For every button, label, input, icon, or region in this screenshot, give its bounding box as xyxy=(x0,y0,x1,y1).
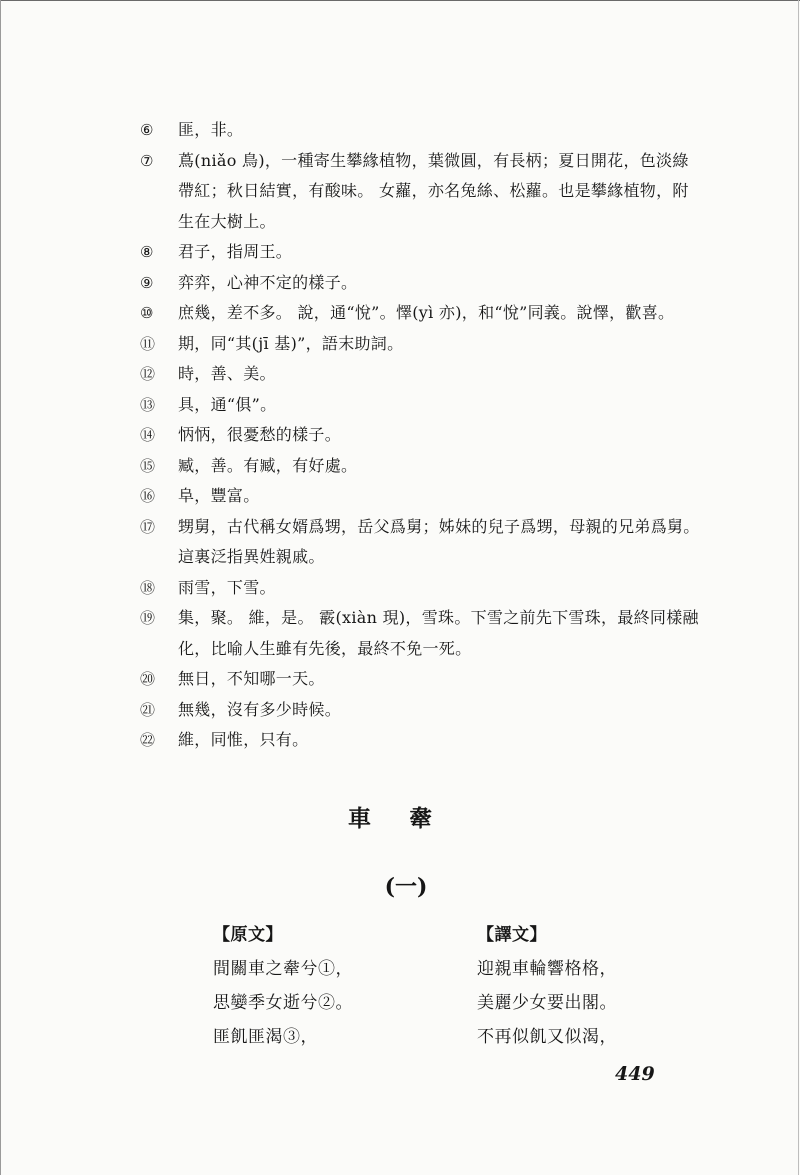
footnote-item xyxy=(140,451,700,482)
footnote-number: ⑱ xyxy=(140,578,156,597)
translation-column xyxy=(477,918,617,1054)
footnote-number: ⑳ xyxy=(140,670,156,688)
footnote-item xyxy=(140,573,700,604)
footnote-item xyxy=(140,115,700,146)
footnote-text: 臧，善。有臧，有好處。 xyxy=(178,455,358,475)
footnotes-list xyxy=(140,115,700,756)
footnote-number: ⑨ xyxy=(140,273,154,292)
footnote-item xyxy=(140,695,700,726)
footnote-text: 時，善、美。 xyxy=(178,364,276,383)
footnote-item xyxy=(140,420,700,451)
footnote-number: ⑧ xyxy=(140,243,154,261)
footnote-number: ⑦ xyxy=(140,151,154,170)
original-line: 匪飢匪渴③， xyxy=(213,1027,318,1047)
translation-line: 迎親車輪響格格， xyxy=(477,959,617,979)
footnote-text: 匪，非。 xyxy=(178,120,244,139)
footnote-item xyxy=(140,664,700,695)
page-top-border xyxy=(0,0,800,1)
footnote-text: 集，聚。 維，是。 霰(xiàn 現)，雪珠。下雪之前先下雪珠，最終同樣融化，比喻人生雖有先後，最終不免一死。 xyxy=(178,608,699,658)
page-right-border xyxy=(798,0,799,1175)
footnote-item xyxy=(140,298,700,329)
footnote-number: ⑥ xyxy=(140,121,154,139)
footnote-text: 蔦(niǎo 鳥)，一種寄生攀緣植物，葉微圓，有長柄；夏日開花，色淡綠帶紅；秋日結實，有酸味。 女蘿，亦名兔絲、松蘿。也是攀緣植物，附生在大樹上。 xyxy=(178,150,689,231)
translation-line: 不再似飢又似渴， xyxy=(477,1027,617,1047)
footnote-number: ⑭ xyxy=(140,426,156,444)
footnote-text: 維，同惟，只有。 xyxy=(178,730,309,749)
translation-line: 美麗少女要出閣。 xyxy=(477,993,617,1013)
footnote-text: 雨雪，下雪。 xyxy=(178,577,276,597)
footnote-number: ⑲ xyxy=(140,609,156,627)
footnote-item xyxy=(140,329,700,360)
footnote-item xyxy=(140,359,700,390)
page-left-border xyxy=(0,0,1,1175)
footnote-item xyxy=(140,237,700,268)
footnote-text: 君子，指周王。 xyxy=(178,242,293,261)
footnote-number: ⑮ xyxy=(140,456,156,475)
footnote-number: ㉒ xyxy=(140,731,156,749)
footnote-number: ⑪ xyxy=(140,334,156,353)
footnote-number: ⑫ xyxy=(140,365,156,383)
footnote-item xyxy=(140,603,700,664)
footnote-text: 無幾，沒有多少時候。 xyxy=(178,699,342,719)
original-line: 間關車之舝兮①， xyxy=(213,959,353,979)
footnote-number: ⑩ xyxy=(140,304,154,322)
footnote-text: 庶幾，差不多。 說，通“悅”。懌(yì 亦)，和“悅”同義。說懌，歡喜。 xyxy=(178,303,675,322)
footnote-text: 期，同“其(jī 基)”，語末助詞。 xyxy=(178,333,404,353)
footnote-text: 怲怲，很憂愁的樣子。 xyxy=(178,425,342,444)
original-heading: 【原文】 xyxy=(213,925,283,945)
footnote-text: 具，通“俱”。 xyxy=(178,394,277,414)
footnote-text: 阜，豐富。 xyxy=(178,486,260,505)
footnote-item xyxy=(140,725,700,756)
footnote-item xyxy=(140,390,700,421)
footnote-item xyxy=(140,268,700,299)
footnote-number: ㉑ xyxy=(140,700,156,719)
original-text-column xyxy=(213,918,353,1054)
footnote-number: ⑰ xyxy=(140,517,156,536)
footnote-item xyxy=(140,481,700,512)
page-number: 449 xyxy=(615,1063,655,1085)
section-title: 車舝 xyxy=(348,805,470,832)
footnote-number: ⑬ xyxy=(140,395,156,414)
footnote-text: 無日，不知哪一天。 xyxy=(178,669,325,688)
footnote-item xyxy=(140,146,700,238)
footnote-text: 弈弈，心神不定的樣子。 xyxy=(178,272,358,292)
footnote-number: ⑯ xyxy=(140,487,156,505)
footnote-item xyxy=(140,512,700,573)
footnote-text: 甥舅，古代稱女婿爲甥，岳父爲舅；姊妹的兒子爲甥，母親的兄弟爲舅。這裏泛指異姓親戚。 xyxy=(178,516,700,566)
translation-heading: 【譯文】 xyxy=(477,925,547,945)
original-line: 思孌季女逝兮②。 xyxy=(213,993,353,1013)
part-number: (一) xyxy=(384,874,428,900)
